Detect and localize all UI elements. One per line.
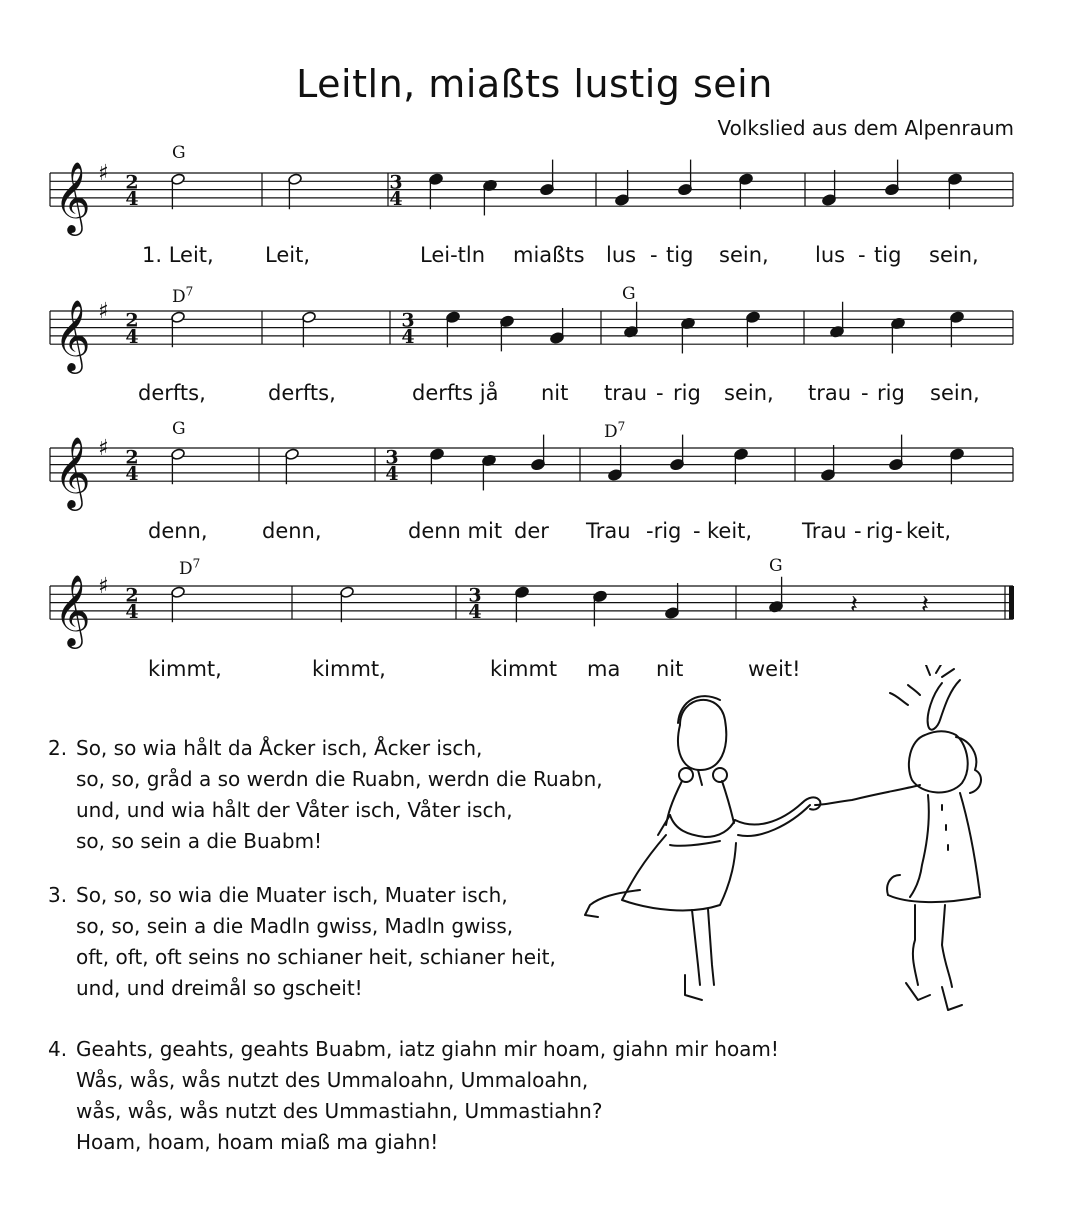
lyric-syllable: derfts jå [412,381,499,405]
verse-line: so, so, gråd a so werdn die Ruabn, werdn die Ruabn, [76,767,603,791]
time-signature-numerator: 2 [125,309,139,332]
chord-symbol: G [769,556,783,576]
lyric-syllable: der [514,519,549,543]
verse-line: so, so, sein a die Madln gwiss, Madln gwiss, [76,914,514,938]
lyric-syllable: weit! [748,657,801,681]
chord-symbol: G [172,143,186,163]
girl-with-carrot-figure [815,665,981,1010]
lyric-syllable: kimmt, [148,657,222,681]
lyric-syllable: rig [866,519,894,543]
lyric-syllable: derfts, [138,381,206,405]
lyric-syllable: 1. Leit, [142,243,214,267]
lyric-hyphen: - [861,381,869,405]
verse-line: wås, wås, wås nutzt des Ummastiahn, Ummastiahn? [76,1099,603,1123]
lyric-syllable: denn, [262,519,322,543]
time-signature-numerator: 3 [389,171,403,194]
time-signature-denominator: 4 [125,188,139,211]
lyric-hyphen: - [650,243,658,267]
time-signature-numerator: 2 [125,171,139,194]
lyric-syllable: lus [606,243,637,267]
verse-line: oft, oft, oft seins no schianer heit, schianer heit, [76,945,556,969]
lyric-syllable: miaßts [513,243,585,267]
verse-number: 3. [48,883,68,907]
girl-figure [585,696,810,1000]
chord-symbol: $D^7$ [179,556,201,579]
verse-number: 4. [48,1037,68,1061]
verse-line: so, so sein a die Buabm! [76,829,323,853]
verse-number: 2. [48,736,68,760]
lyric-syllable: sein, [719,243,769,267]
time-signature-numerator: 3 [401,309,415,332]
lyric-syllable: keit, [707,519,753,543]
lyric-syllable: tig [874,243,902,267]
quarter-rest: 𝄽 [921,589,929,620]
time-signature-numerator: 3 [385,446,399,469]
lyric-syllable: sein, [724,381,774,405]
treble-clef: 𝄞 [54,573,91,647]
verse-line: und, und dreimål so gscheit! [76,976,363,1000]
lyric-syllable: denn, [148,519,208,543]
lyric-syllable: -rig [646,519,682,543]
song-title: Leitln, miaßts lustig sein [296,62,773,106]
chord-symbol: $D^7$ [604,419,626,442]
lyric-syllable: sein, [929,243,979,267]
verse-line: und, und wia hålt der Våter isch, Våter isch, [76,798,513,822]
quarter-rest: 𝄽 [850,589,858,620]
final-barline-thick [1009,586,1014,619]
time-signature-denominator: 4 [401,326,415,349]
lyric-syllable: trau [808,381,852,405]
time-signature-denominator: 4 [125,601,139,624]
lyric-syllable: lus [815,243,846,267]
lyric-syllable: Trau [586,519,631,543]
verse-line: Geahts, geahts, geahts Buabm, iatz giahn mir hoam, giahn mir hoam! [76,1037,779,1061]
lyric-syllable: Leit, [265,243,310,267]
time-signature-denominator: 4 [125,463,139,486]
treble-clef: 𝄞 [54,435,91,509]
time-signature-denominator: 4 [468,601,482,624]
chord-symbol: G [622,284,636,304]
sharp-key-signature: ♯ [98,161,109,186]
dancing-children-illustration [570,665,1010,1025]
sharp-key-signature: ♯ [98,436,109,461]
time-signature-numerator: 2 [125,584,139,607]
lyric-syllable: derfts, [268,381,336,405]
verse-4 [48,1034,779,1158]
lyric-syllable: rig [673,381,701,405]
lyric-hyphen: - [656,381,664,405]
lyric-syllable: tig [666,243,694,267]
lyric-hyphen: - [858,243,866,267]
lyric-hyphen: - [895,519,903,543]
lyric-syllable: nit [541,381,569,405]
treble-clef: 𝄞 [54,160,91,234]
verse-3 [48,880,556,1004]
lyric-syllable: ma [587,657,621,681]
verse-line: So, so wia hålt da Åcker isch, Åcker isch, [76,736,483,760]
lyric-syllable: kimmt, [312,657,386,681]
lyric-hyphen: - [854,519,862,543]
lyric-syllable: Lei-tln [420,243,486,267]
lyric-syllable: denn mit [408,519,503,543]
chord-symbol: $D^7$ [172,284,194,307]
time-signature-denominator: 4 [125,326,139,349]
verse-2 [48,733,603,857]
sharp-key-signature: ♯ [98,574,109,599]
lyric-syllable: kimmt [490,657,558,681]
verse-line: Hoam, hoam, hoam miaß ma giahn! [76,1130,439,1154]
verse-line: Wås, wås, wås nutzt des Ummaloahn, Ummaloahn, [76,1068,589,1092]
chord-symbol: G [172,419,186,439]
lyric-syllable: keit, [906,519,952,543]
time-signature-numerator: 3 [468,584,482,607]
time-signature-denominator: 4 [389,188,403,211]
time-signature-numerator: 2 [125,446,139,469]
sharp-key-signature: ♯ [98,299,109,324]
song-origin: Volkslied aus dem Alpenraum [717,116,1014,140]
treble-clef: 𝄞 [54,298,91,372]
time-signature-denominator: 4 [385,463,399,486]
verse-line: So, so, so wia die Muater isch, Muater isch, [76,883,508,907]
lyric-syllable: rig [877,381,905,405]
lyric-syllable: sein, [930,381,980,405]
lyric-hyphen: - [693,519,701,543]
lyric-syllable: trau [604,381,648,405]
lyric-syllable: nit [656,657,684,681]
lyric-syllable: Trau [802,519,847,543]
